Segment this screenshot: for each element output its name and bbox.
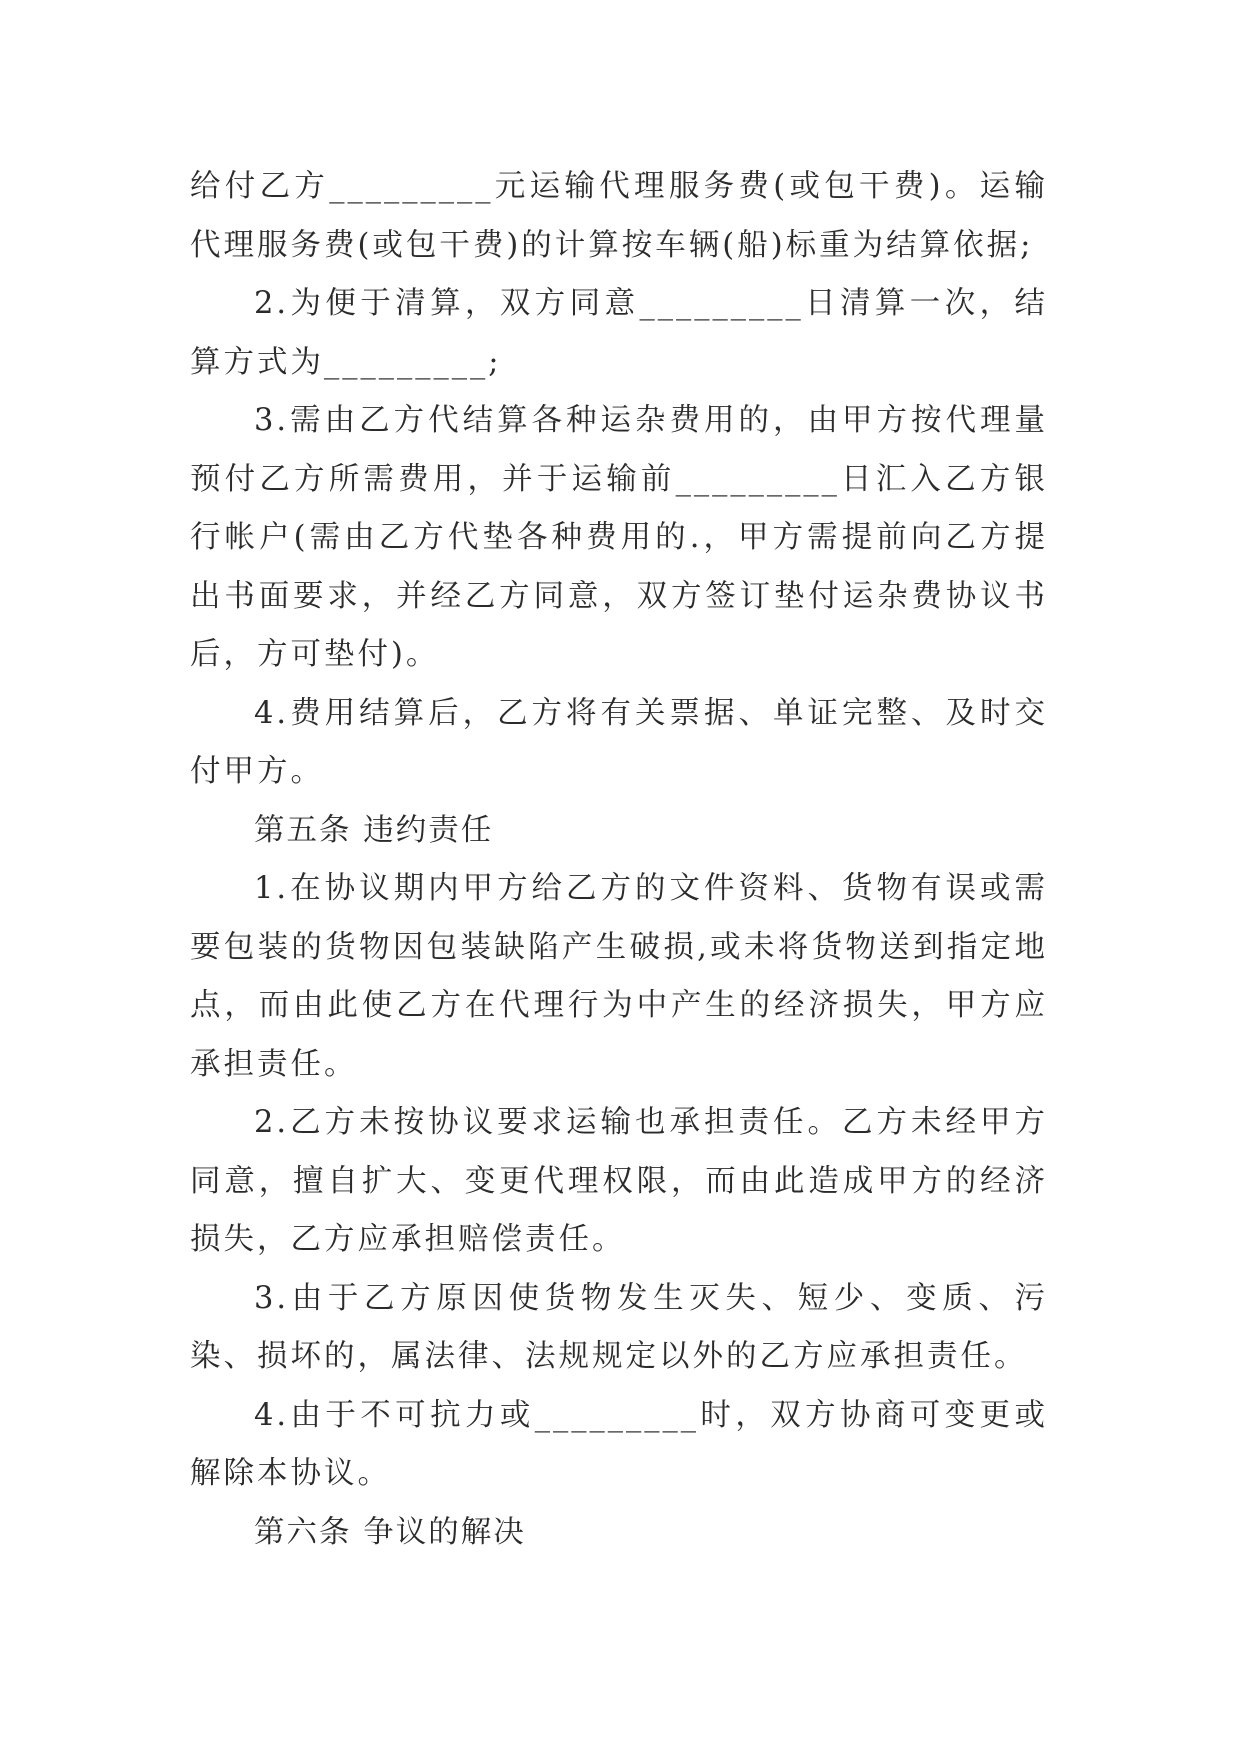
paragraph-fee-continuation: 给付乙方_________元运输代理服务费(或包干费)。运输代理服务费(或包干费)的计算按车辆(船)标重为结算依据; bbox=[190, 169, 1048, 263]
section-heading-article-5: 第五条 违约责任 bbox=[254, 812, 494, 848]
section-heading-article-6: 第六条 争议的解决 bbox=[254, 1514, 526, 1550]
paragraph-liability-party-b: 2.乙方未按协议要求运输也承担责任。乙方未经甲方同意，擅自扩大、变更代理权限，而由此造成甲方的经济损失，乙方应承担赔偿责任。 bbox=[190, 1105, 1048, 1257]
paragraph-documents-delivery: 4.费用结算后，乙方将有关票据、单证完整、及时交付甲方。 bbox=[190, 695, 1048, 789]
paragraph-settlement-period: 2.为便于清算，双方同意_________日清算一次，结算方式为_________; bbox=[190, 286, 1048, 380]
paragraph-advance-payment: 3.需由乙方代结算各种运杂费用的，由甲方按代理量预付乙方所需费用，并于运输前_________日汇入乙方银行帐户(需由乙方代垫各种费用的.，甲方需提前向乙方提出书面要求，并经乙方同意，双方签订垫付运杂费协议书后，方可垫付)。 bbox=[190, 403, 1048, 672]
document-body bbox=[190, 158, 1048, 1562]
paragraph-liability-party-a: 1.在协议期内甲方给乙方的文件资料、货物有误或需要包装的货物因包装缺陷产生破损,或未将货物送到指定地点，而由此使乙方在代理行为中产生的经济损失，甲方应承担责任。 bbox=[190, 871, 1048, 1082]
paragraph-force-majeure: 4.由于不可抗力或_________时，双方协商可变更或解除本协议。 bbox=[190, 1397, 1048, 1491]
paragraph-cargo-loss: 3.由于乙方原因使货物发生灭失、短少、变质、污染、损坏的，属法律、法规规定以外的乙方应承担责任。 bbox=[190, 1280, 1048, 1374]
